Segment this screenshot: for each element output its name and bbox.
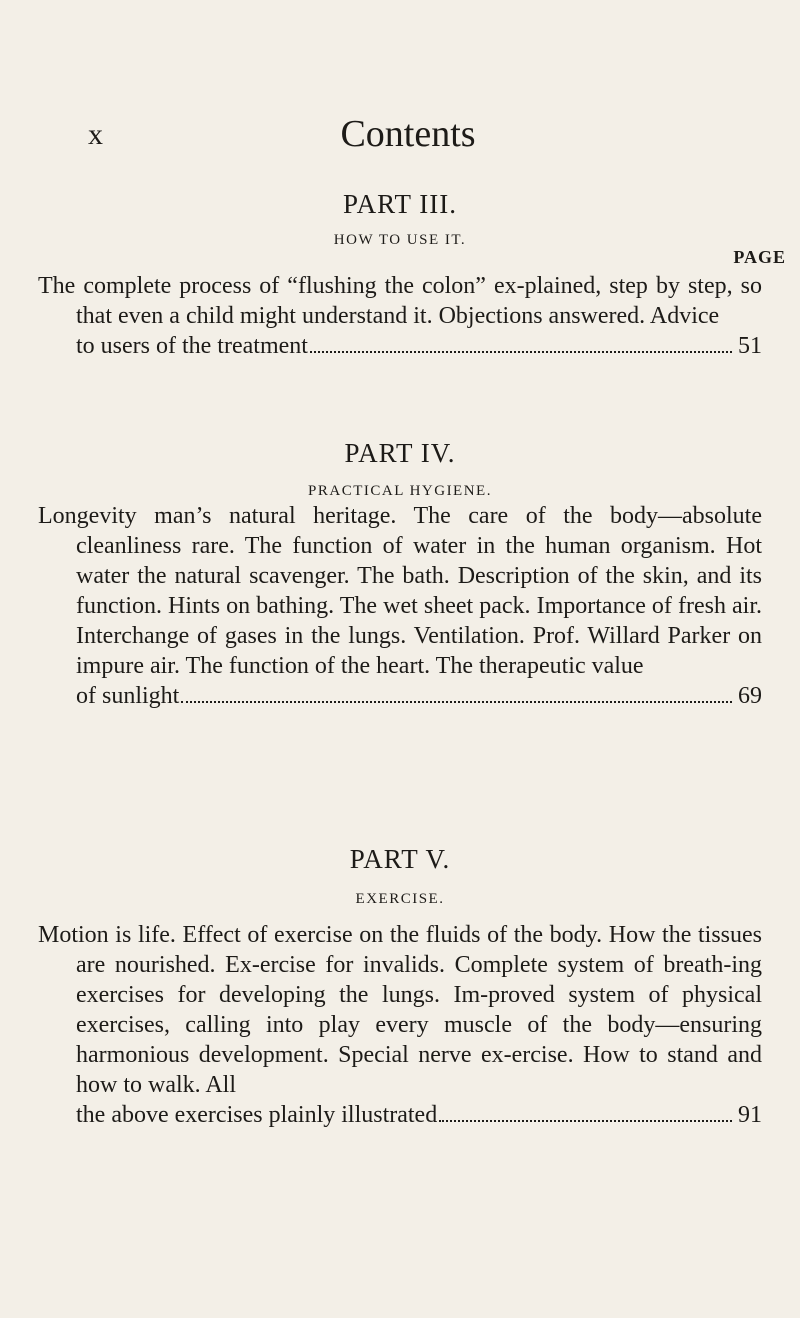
part-v-leader-line xyxy=(38,1100,762,1130)
page-column-label: PAGE xyxy=(733,247,786,267)
part-iii-leader-line xyxy=(38,331,762,361)
part-iii-entry xyxy=(38,271,762,361)
part-iii-page-number: 51 xyxy=(738,333,762,359)
part-v-page-number: 91 xyxy=(738,1102,762,1128)
part-iv-leader-line xyxy=(38,681,762,711)
page-title: Contents xyxy=(340,113,476,155)
part-v-entry xyxy=(38,920,762,1130)
part-v-title: PART V. xyxy=(349,844,451,874)
part-v-subtitle: EXERCISE. xyxy=(355,891,445,907)
part-iv-title: PART IV. xyxy=(344,438,456,468)
part-v-description: Motion is life. Effect of exercise on the fluids of the body. How the tissues are nourished. Ex-ercise for invalids. Complete system of breath-ing exercises for developing the lungs. Im-proved system of physical exercises, calling into play every muscle of the body—ensuring harmonious development. Special nerve ex-ercise. How to stand and how to walk. All xyxy=(38,922,762,1098)
part-iv-last-line: of sunlight xyxy=(76,683,180,709)
dot-leader xyxy=(439,1120,732,1122)
part-iv-entry xyxy=(38,501,762,711)
running-head xyxy=(88,112,708,162)
part-iii-last-line: to users of the treatment xyxy=(76,333,308,359)
part-iv-subtitle: PRACTICAL HYGIENE. xyxy=(308,483,492,499)
part-iii-description: The complete process of “flushing the colon” ex-plained, step by step, so that even a child might understand it. Objections answered. Advice xyxy=(38,273,762,329)
part-iii-subtitle: HOW TO USE IT. xyxy=(333,232,467,248)
dot-leader xyxy=(310,351,732,353)
part-iv-description: Longevity man’s natural heritage. The care of the body—absolute cleanliness rare. The function of water in the human organism. Hot water the natural scavenger. The bath. Description of the skin, and its function. Hints on bathing. The wet sheet pack. Importance of fresh air. Interchange of gases in the lungs. Ventilation. Prof. Willard Parker on impure air. The function of the heart. The therapeutic value xyxy=(38,503,762,679)
page-folio: x xyxy=(88,118,103,151)
part-v-last-line: the above exercises plainly illustrated xyxy=(76,1102,438,1128)
part-iii-title: PART III. xyxy=(343,189,457,219)
dot-leader xyxy=(181,701,732,703)
part-iv-page-number: 69 xyxy=(738,683,762,709)
